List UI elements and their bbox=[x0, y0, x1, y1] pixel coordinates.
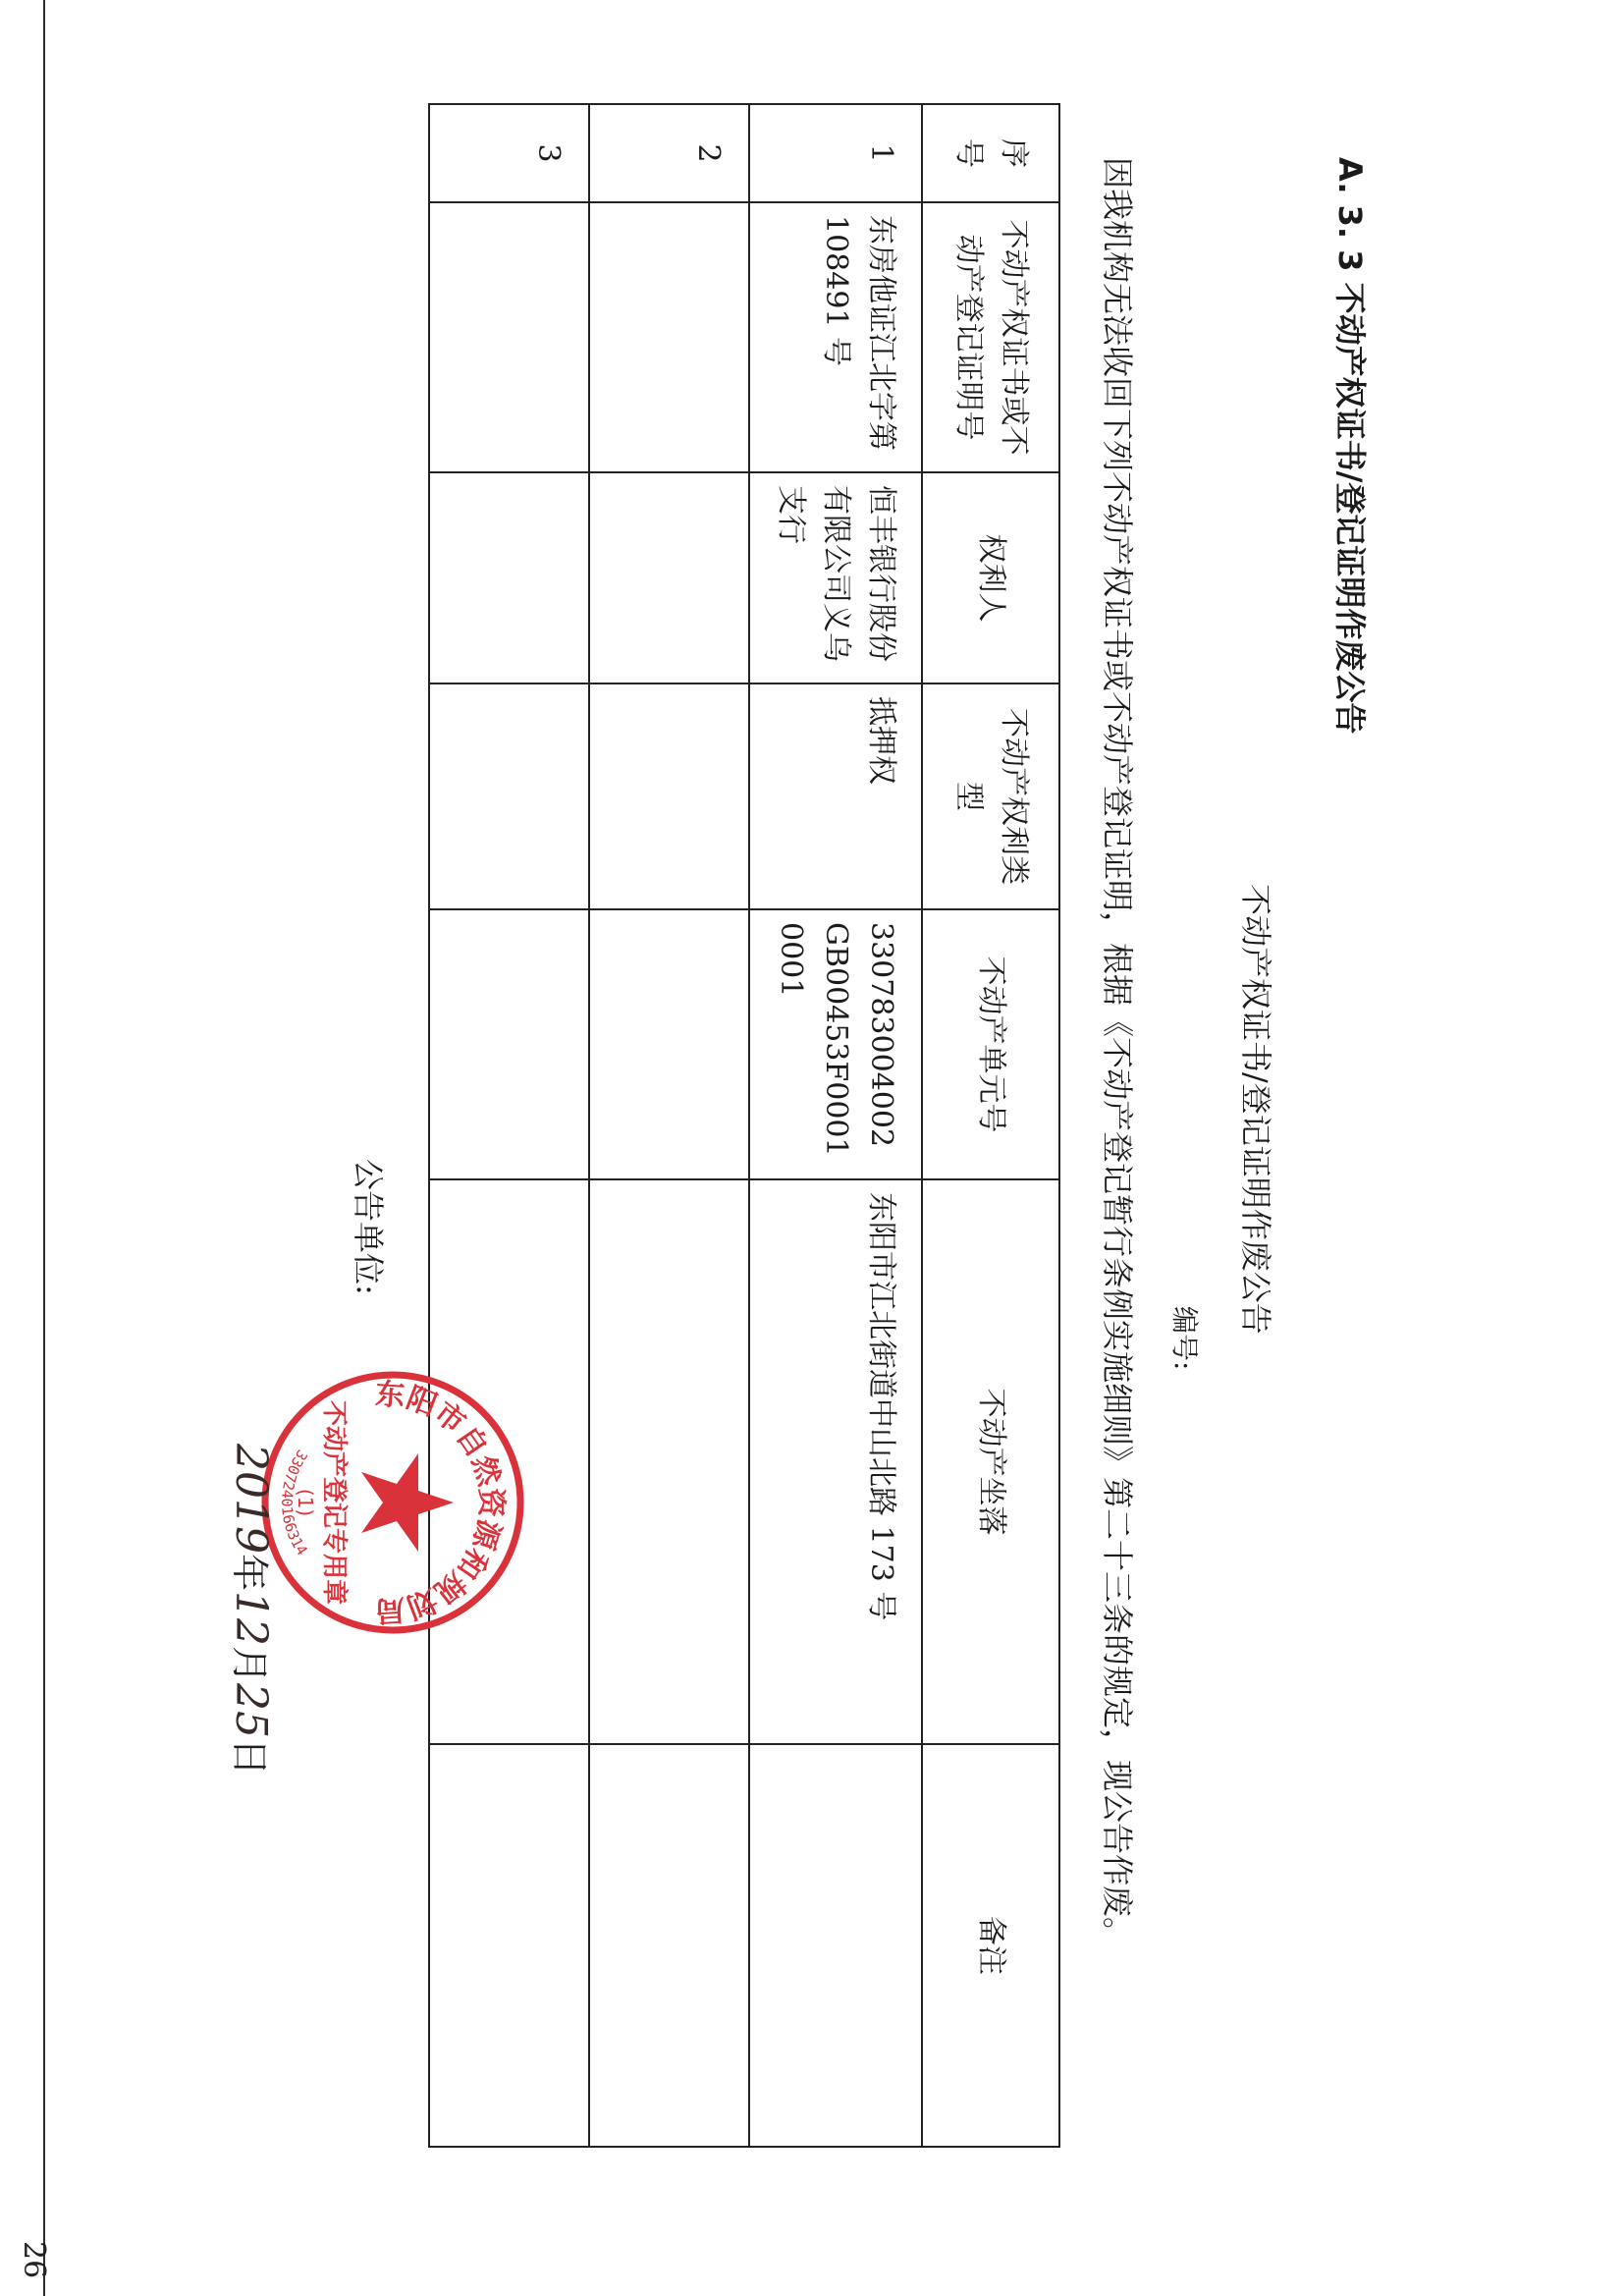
date-line bbox=[226, 1444, 280, 1776]
cell-cert bbox=[429, 202, 589, 472]
scan-edge-line bbox=[43, 0, 45, 2296]
date-year-suffix: 年 bbox=[228, 1553, 271, 1591]
cell-unit: 330783004002GB00453F00010001 bbox=[749, 909, 922, 1179]
date-day: 25 bbox=[226, 1683, 276, 1739]
header-remark: 备注 bbox=[922, 1744, 1059, 2147]
table-row bbox=[429, 104, 589, 2147]
header-unit: 不动产单元号 bbox=[922, 909, 1059, 1179]
header-no: 序 号 bbox=[922, 104, 1059, 202]
cell-holder bbox=[589, 472, 749, 683]
cell-holder: 恒丰银行股份有限公司义乌支行 bbox=[749, 472, 922, 683]
cell-type: 抵押权 bbox=[749, 683, 922, 909]
cell-no: 3 bbox=[429, 104, 589, 202]
date-month-suffix: 月 bbox=[228, 1646, 271, 1684]
cell-type bbox=[589, 683, 749, 909]
date-year: 2019 bbox=[226, 1444, 276, 1554]
cell-cert bbox=[589, 202, 749, 472]
number-label: 编号: bbox=[1168, 1306, 1201, 1371]
official-seal bbox=[255, 1365, 530, 1640]
cell-location: 东阳市江北街道中山北路 173 号 bbox=[749, 1179, 922, 1744]
body-text: 因我机构无法收回下列不动产权证书或不动产登记证明，根据《不动产登记暂行条例实施细则》第二十三条的规定，现公告作废。 bbox=[1099, 157, 1136, 1949]
cell-remark bbox=[429, 1744, 589, 2147]
cell-location bbox=[589, 1179, 749, 1744]
cell-cert: 东房他证江北字第 108491 号 bbox=[749, 202, 922, 472]
star-icon bbox=[361, 1453, 454, 1552]
rotated-document bbox=[216, 138, 1375, 2239]
header-location: 不动产坐落 bbox=[922, 1179, 1059, 1744]
section-heading: A. 3. 3 不动产权证书/登记证明作废公告 bbox=[1331, 157, 1369, 735]
cell-no: 2 bbox=[589, 104, 749, 202]
cell-type bbox=[429, 683, 589, 909]
document-title: 不动产权证书/登记证明作废公告 bbox=[1237, 884, 1274, 1335]
header-type: 不动产权利类型 bbox=[922, 683, 1059, 909]
cell-remark bbox=[589, 1744, 749, 2147]
seal-code: 3307240166314 bbox=[278, 1446, 311, 1559]
records-table bbox=[428, 103, 1060, 2148]
announcer-label: 公告单位: bbox=[350, 1159, 387, 1295]
cell-unit bbox=[429, 909, 589, 1179]
page-number-mark: 26 bbox=[17, 2241, 51, 2279]
cell-no: 1 bbox=[749, 104, 922, 202]
cell-holder bbox=[429, 472, 589, 683]
seal-top-text: 东阳市自然资源和规划局 bbox=[374, 1377, 508, 1628]
table-header-row bbox=[922, 104, 1059, 2147]
table-row bbox=[749, 104, 922, 2147]
seal-middle-text: 不动产登记专用章 bbox=[319, 1399, 349, 1606]
seal-index: (1) bbox=[294, 1488, 317, 1517]
cell-remark bbox=[749, 1744, 922, 2147]
cell-unit bbox=[589, 909, 749, 1179]
date-month: 12 bbox=[226, 1591, 276, 1646]
header-holder: 权利人 bbox=[922, 472, 1059, 683]
table-row bbox=[589, 104, 749, 2147]
header-cert: 不动产权证书或不动产登记证明号 bbox=[922, 202, 1059, 472]
date-day-suffix: 日 bbox=[228, 1738, 271, 1777]
